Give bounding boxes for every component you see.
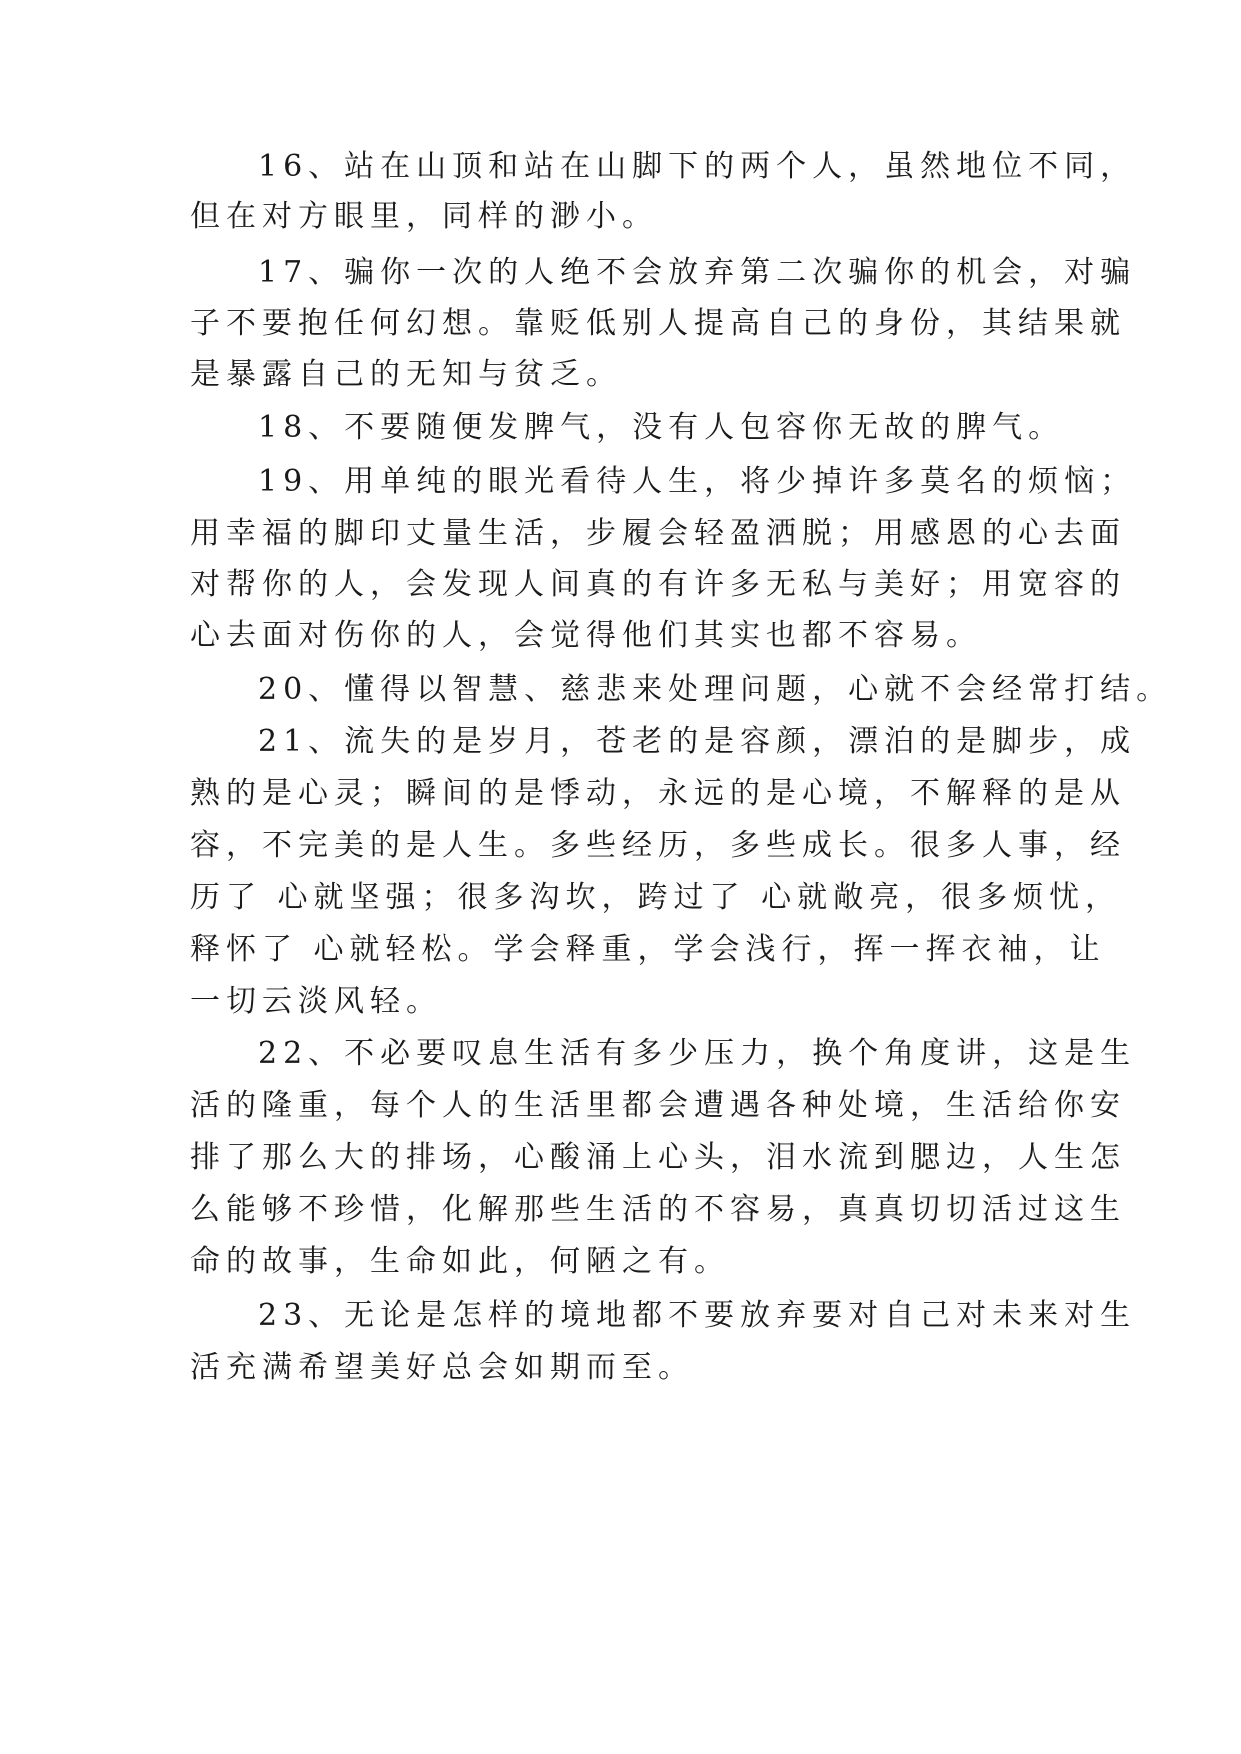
paragraph-23-line-1: 23、无论是怎样的境地都不要放弃要对自己对未来对生	[258, 1298, 1137, 1333]
paragraph-21-line-4: 历了 心就坚强；很多沟坎，跨过了 心就敞亮，很多烦忧，	[190, 880, 1122, 915]
paragraph-21-line-3: 容，不完美的是人生。多些经历，多些成长。很多人事，经	[190, 828, 1126, 863]
paragraph-17-line-1: 17、骗你一次的人绝不会放弃第二次骗你的机会，对骗	[258, 255, 1137, 290]
paragraph-19-line-1: 19、用单纯的眼光看待人生，将少掉许多莫名的烦恼；	[258, 464, 1137, 499]
paragraph-22-line-4: 么能够不珍惜，化解那些生活的不容易，真真切切活过这生	[190, 1192, 1126, 1227]
paragraph-21-line-6: 一切云淡风轻。	[190, 984, 442, 1019]
paragraph-21-line-1: 21、流失的是岁月，苍老的是容颜，漂泊的是脚步，成	[258, 724, 1137, 759]
paragraph-22-line-2: 活的隆重，每个人的生活里都会遭遇各种处境，生活给你安	[190, 1088, 1126, 1123]
paragraph-19-line-3: 对帮你的人，会发现人间真的有许多无私与美好；用宽容的	[190, 567, 1126, 602]
paragraph-22-line-3: 排了那么大的排场，心酸涌上心头，泪水流到腮边，人生怎	[190, 1140, 1126, 1175]
paragraph-22-line-1: 22、不必要叹息生活有多少压力，换个角度讲，这是生	[258, 1036, 1137, 1071]
paragraph-16-line-2: 但在对方眼里，同样的渺小。	[190, 199, 658, 234]
paragraph-18-line-1: 18、不要随便发脾气，没有人包容你无故的脾气。	[258, 410, 1065, 445]
paragraph-22-line-5: 命的故事，生命如此，何陋之有。	[190, 1244, 730, 1279]
paragraph-23-line-2: 活充满希望美好总会如期而至。	[190, 1350, 694, 1385]
paragraph-21-line-2: 熟的是心灵；瞬间的是悸动，永远的是心境，不解释的是从	[190, 776, 1126, 811]
paragraph-19-line-4: 心去面对伤你的人，会觉得他们其实也都不容易。	[190, 618, 982, 653]
paragraph-17-line-3: 是暴露自己的无知与贫乏。	[190, 357, 622, 392]
paragraph-16-line-1: 16、站在山顶和站在山脚下的两个人，虽然地位不同，	[258, 149, 1137, 184]
paragraph-21-line-5: 释怀了 心就轻松。学会释重，学会浅行，挥一挥衣袖，让	[190, 932, 1106, 967]
paragraph-19-line-2: 用幸福的脚印丈量生活，步履会轻盈洒脱；用感恩的心去面	[190, 516, 1126, 551]
paragraph-17-line-2: 子不要抱任何幻想。靠贬低别人提高自己的身份，其结果就	[190, 306, 1126, 341]
paragraph-20-line-1: 20、懂得以智慧、慈悲来处理问题，心就不会经常打结。	[258, 672, 1173, 707]
